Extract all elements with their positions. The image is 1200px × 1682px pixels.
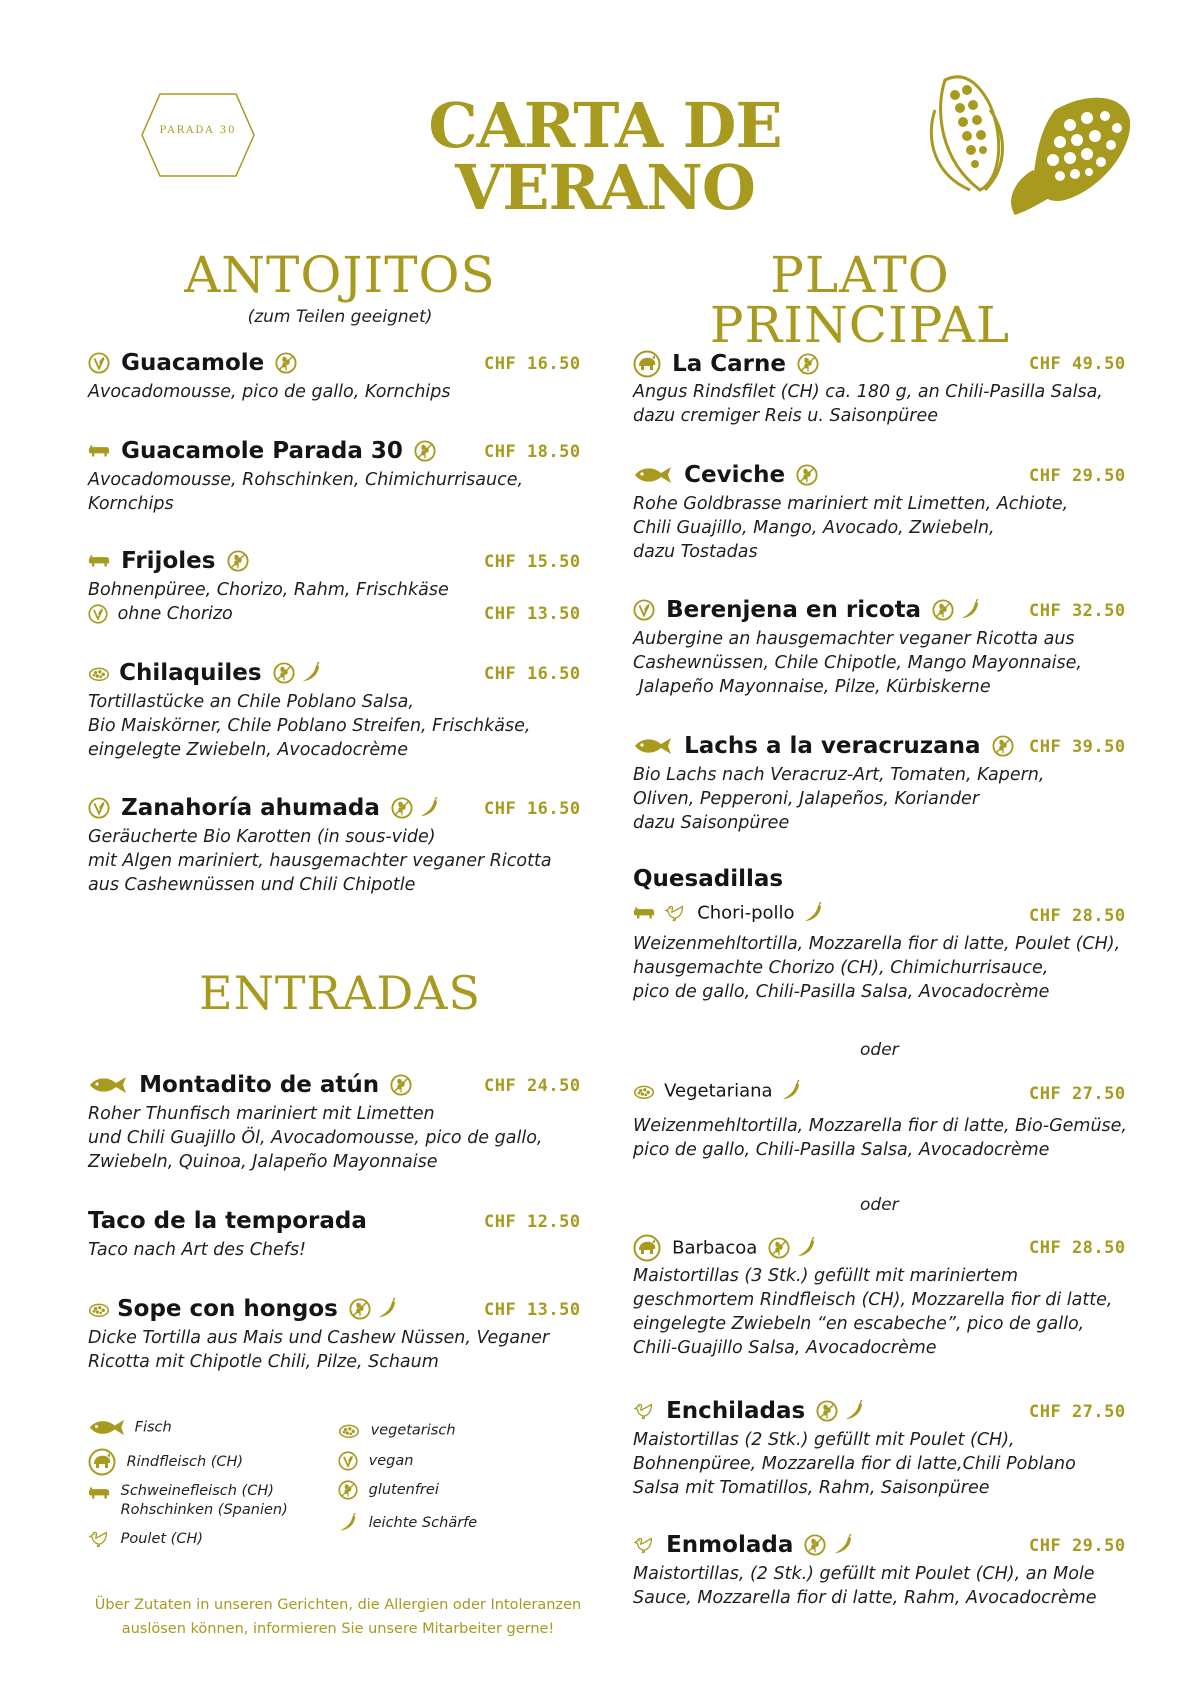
section-title-plato-principal: PLATO PRINCIPAL (709, 246, 1011, 354)
glutenfrei-icon (796, 464, 818, 486)
item-desc: Rohe Goldbrasse mariniert mit Limetten, Achiote, (633, 494, 1069, 514)
fish-icon (88, 1075, 128, 1095)
menu-item-barbacoa (633, 1234, 1126, 1360)
item-desc: Dicke Tortilla aus Mais und Cashew Nüssen, Veganer (88, 1328, 550, 1348)
item-name: Sope con hongos (117, 1296, 338, 1322)
section-title-entradas: ENTRADAS (199, 966, 481, 1020)
antojitos-subtitle: (zum Teilen geeignet) (247, 307, 433, 327)
menu-item-zanahoria (88, 795, 588, 897)
item-desc: Angus Rindsfilet (CH) ca. 180 g, an Chili-Pasilla Salsa, (633, 382, 1103, 402)
legend-fish: Fisch (88, 1418, 172, 1437)
quesadillas-heading (633, 866, 1123, 896)
item-desc: Bohnenpüree, Chorizo, Rahm, Frischkäse (88, 580, 449, 600)
allergy-note: Über Zutaten in unseren Gerichten, die Allergien oder Intoleranzen auslösen können, informieren Sie unsere Mitarbeiter gerne! (94, 1597, 582, 1637)
vegan-icon (633, 599, 655, 621)
item-desc: Zwiebeln, Quinoa, Jalapeño Mayonnaise (88, 1152, 438, 1172)
legend (88, 1418, 588, 1568)
chili-icon (418, 797, 440, 819)
item-name: Guacamole Parada 30 (121, 438, 403, 464)
item-name: Berenjena en ricota (666, 597, 922, 623)
chili-icon (832, 1534, 854, 1556)
menu-item-berenjena (633, 597, 1126, 699)
chili-icon (300, 662, 322, 684)
chicken-icon (633, 1402, 655, 1420)
item-name: Zanahoría ahumada (121, 795, 380, 821)
item-name: Enmolada (666, 1532, 794, 1558)
item-desc: eingelegte Zwiebeln, Avocadocrème (88, 740, 408, 760)
item-desc: geschmortem Rindfleisch (CH), Mozzarella fior di latte, (633, 1290, 1113, 1310)
pork-icon (88, 554, 110, 568)
item-desc: eingelegte Zwiebeln “en escabeche”, pico de gallo, (633, 1314, 1085, 1334)
menu-item-enchiladas (633, 1398, 1126, 1500)
item-desc: Weizenmehltortilla, Mozzarella fior di latte, Poulet (CH), (633, 934, 1121, 954)
legend-pork: Schweinefleisch (CH) Rohschinken (Spanien) (88, 1482, 288, 1520)
glutenfrei-icon (390, 1074, 412, 1096)
item-desc: Salsa mit Tomatillos, Rahm, Saisonpüree (633, 1478, 990, 1498)
fish-icon (633, 736, 673, 756)
item-price: CHF 24.50 (484, 1076, 581, 1096)
menu-item-lachs (633, 733, 1126, 835)
item-price: CHF 32.50 (1029, 601, 1126, 621)
glutenfrei-icon (275, 352, 297, 374)
item-desc: Ricotta mit Chipotle Chili, Pilze, Schaum (88, 1352, 439, 1372)
chicken-icon (88, 1530, 110, 1548)
item-desc: und Chili Guajillo Öl, Avocadomousse, pico de gallo, (88, 1128, 543, 1148)
item-desc: Bio Lachs nach Veracruz-Art, Tomaten, Kapern, (633, 765, 1045, 785)
logo-text: PARADA 30 (159, 125, 237, 136)
item-name: Quesadillas (633, 866, 784, 892)
item-desc: dazu Tostadas (633, 542, 758, 562)
item-desc: Avocadomousse, Rohschinken, Chimichurrisauce, (88, 470, 524, 490)
menu-item-ceviche (633, 462, 1126, 564)
item-price: CHF 16.50 (484, 799, 581, 819)
glutenfrei-icon (391, 797, 413, 819)
chicken-icon (633, 1536, 655, 1554)
chili-icon (802, 902, 824, 924)
item-desc: Jalapeño Mayonnaise, Pilze, Kürbiskerne (633, 677, 991, 697)
item-name: Lachs a la veracruzana (684, 733, 981, 759)
item-desc: Maistortillas (3 Stk.) gefüllt mit mariniertem (633, 1266, 1019, 1286)
item-name: La Carne (672, 351, 786, 377)
item-price: CHF 16.50 (484, 664, 581, 684)
menu-item-enmolada (633, 1532, 1126, 1610)
pork-icon (633, 906, 655, 920)
menu-item-chilaquiles (88, 660, 588, 762)
item-desc: Avocadomousse, pico de gallo, Kornchips (88, 382, 451, 402)
menu-item-frijoles (88, 548, 588, 626)
item-desc: Bohnenpüree, Mozzarella fior di latte,Chili Poblano (633, 1454, 1076, 1474)
item-desc: Kornchips (88, 494, 174, 514)
vegetarian-icon (88, 665, 110, 682)
legend-glutenfrei: glutenfrei (338, 1480, 439, 1500)
menu-item-guacamole (88, 350, 588, 404)
item-desc: Tortillastücke an Chile Poblano Salsa, (88, 692, 414, 712)
item-price: CHF 15.50 (484, 552, 581, 572)
beef-icon (88, 1448, 116, 1476)
glutenfrei-icon (797, 353, 819, 375)
glutenfrei-icon (932, 599, 954, 621)
item-desc: hausgemachte Chorizo (CH), Chimichurrisauce, (633, 958, 1049, 978)
vegetarian-icon (338, 1422, 360, 1439)
item-desc: Weizenmehltortilla, Mozzarella fior di latte, Bio-Gemüse, (633, 1116, 1127, 1136)
vegan-icon (88, 797, 110, 819)
item-desc: Maistortillas (2 Stk.) gefüllt mit Poulet (CH), (633, 1430, 1015, 1450)
menu-item-sope (88, 1296, 588, 1374)
item-desc: Oliven, Pepperoni, Jalapeños, Koriander (633, 789, 980, 809)
glutenfrei-icon (227, 550, 249, 572)
glutenfrei-icon (414, 440, 436, 462)
vegetarian-icon (88, 1301, 110, 1318)
item-desc: Roher Thunfisch mariniert mit Limetten (88, 1104, 435, 1124)
oder-text: oder (860, 1040, 899, 1060)
item-desc: mit Algen mariniert, hausgemachter veganer Ricotta (88, 851, 552, 871)
vegan-icon (88, 604, 108, 624)
item-price: CHF 49.50 (1029, 354, 1126, 374)
menu-item-taco (88, 1208, 588, 1262)
item-name: Taco de la temporada (88, 1208, 367, 1234)
oder-text: oder (860, 1195, 899, 1215)
glutenfrei-icon (816, 1400, 838, 1422)
chicken-icon (664, 904, 686, 922)
chili-icon (780, 1080, 802, 1102)
item-desc: dazu cremiger Reis u. Saisonpüree (633, 406, 939, 426)
chili-icon (338, 1513, 358, 1533)
variant-label: ohne Chorizo (117, 604, 233, 624)
item-price: CHF 29.50 (1029, 466, 1126, 486)
item-desc: pico de gallo, Chili-Pasilla Salsa, Avocadocrème (633, 982, 1050, 1002)
pork-icon (88, 444, 110, 458)
vegetarian-icon (633, 1083, 655, 1100)
item-price: CHF 13.50 (484, 1300, 581, 1320)
item-name: Guacamole (121, 350, 265, 376)
chili-icon (376, 1298, 398, 1320)
item-price: CHF 39.50 (1029, 737, 1126, 757)
item-desc: Chili Guajillo, Mango, Avocado, Zwiebeln, (633, 518, 995, 538)
item-desc: dazu Saisonpüree (633, 813, 790, 833)
glutenfrei-icon (349, 1298, 371, 1320)
item-price: CHF 27.50 (1029, 1084, 1126, 1104)
item-price: CHF 27.50 (1029, 1402, 1126, 1422)
legend-vegan: vegan (338, 1451, 413, 1471)
legend-chicken: Poulet (CH) (88, 1530, 203, 1548)
item-desc: Bio Maiskörner, Chile Poblano Streifen, Frischkäse, (88, 716, 531, 736)
menu-item-chori-pollo (633, 902, 1126, 1004)
legend-vegetarian: vegetarisch (338, 1422, 456, 1439)
item-desc: Taco nach Art des Chefs! (88, 1240, 307, 1260)
chili-icon (795, 1237, 817, 1259)
fish-icon (633, 465, 673, 485)
glutenfrei-icon (768, 1237, 790, 1259)
item-desc: Cashewnüssen, Chile Chipotle, Mango Mayonnaise, (633, 653, 1082, 673)
item-desc: aus Cashewnüssen und Chili Chipotle (88, 875, 416, 895)
chili-icon (959, 599, 981, 621)
fish-icon (88, 1418, 126, 1437)
glutenfrei-icon (338, 1480, 358, 1500)
vegan-icon (88, 352, 110, 374)
item-desc: Aubergine an hausgemachter veganer Ricotta aus (633, 629, 1075, 649)
menu-item-vegetariana (633, 1080, 1127, 1162)
item-price: CHF 28.50 (1029, 906, 1126, 926)
item-price: CHF 16.50 (484, 354, 581, 374)
legend-chili: leichte Schärfe (338, 1513, 477, 1533)
item-desc: pico de gallo, Chili-Pasilla Salsa, Avocadocrème (633, 1140, 1050, 1160)
item-name: Frijoles (121, 548, 216, 574)
beef-icon (633, 350, 661, 378)
vegan-icon (338, 1451, 358, 1471)
variant-price: CHF 13.50 (484, 604, 581, 624)
item-name: Chori-pollo (697, 902, 795, 924)
section-title-antojitos: ANTOJITOS (184, 246, 496, 304)
item-name: Barbacoa (672, 1237, 758, 1259)
item-desc: Geräucherte Bio Karotten (in sous-vide) (88, 827, 436, 847)
item-price: CHF 28.50 (1029, 1238, 1126, 1258)
item-name: Montadito de atún (139, 1072, 380, 1098)
menu-item-la-carne (633, 350, 1126, 428)
logo (140, 92, 256, 178)
glutenfrei-icon (804, 1534, 826, 1556)
item-desc: Maistortillas, (2 Stk.) gefüllt mit Poulet (CH), an Mole (633, 1564, 1095, 1584)
pork-icon (88, 1486, 110, 1500)
page-title: CARTA DE VERANO (428, 89, 782, 224)
item-price: CHF 12.50 (484, 1212, 581, 1232)
corn-illustration-icon (905, 50, 1145, 220)
legend-beef: Rindfleisch (CH) (88, 1448, 243, 1476)
menu-item-guacamole-parada (88, 438, 588, 516)
glutenfrei-icon (992, 735, 1014, 757)
beef-icon (633, 1234, 661, 1262)
chili-icon (843, 1400, 865, 1422)
item-desc: Sauce, Mozzarella fior di latte, Rahm, Avocadocrème (633, 1588, 1097, 1608)
menu-item-montadito (88, 1072, 588, 1174)
item-name: Enchiladas (666, 1398, 806, 1424)
item-name: Vegetariana (664, 1080, 773, 1102)
item-desc: Chili-Guajillo Salsa, Avocadocrème (633, 1338, 937, 1358)
item-price: CHF 29.50 (1029, 1536, 1126, 1556)
item-name: Ceviche (684, 462, 786, 488)
item-variant (88, 602, 588, 626)
item-name: Chilaquiles (119, 660, 262, 686)
item-price: CHF 18.50 (484, 442, 581, 462)
glutenfrei-icon (273, 662, 295, 684)
